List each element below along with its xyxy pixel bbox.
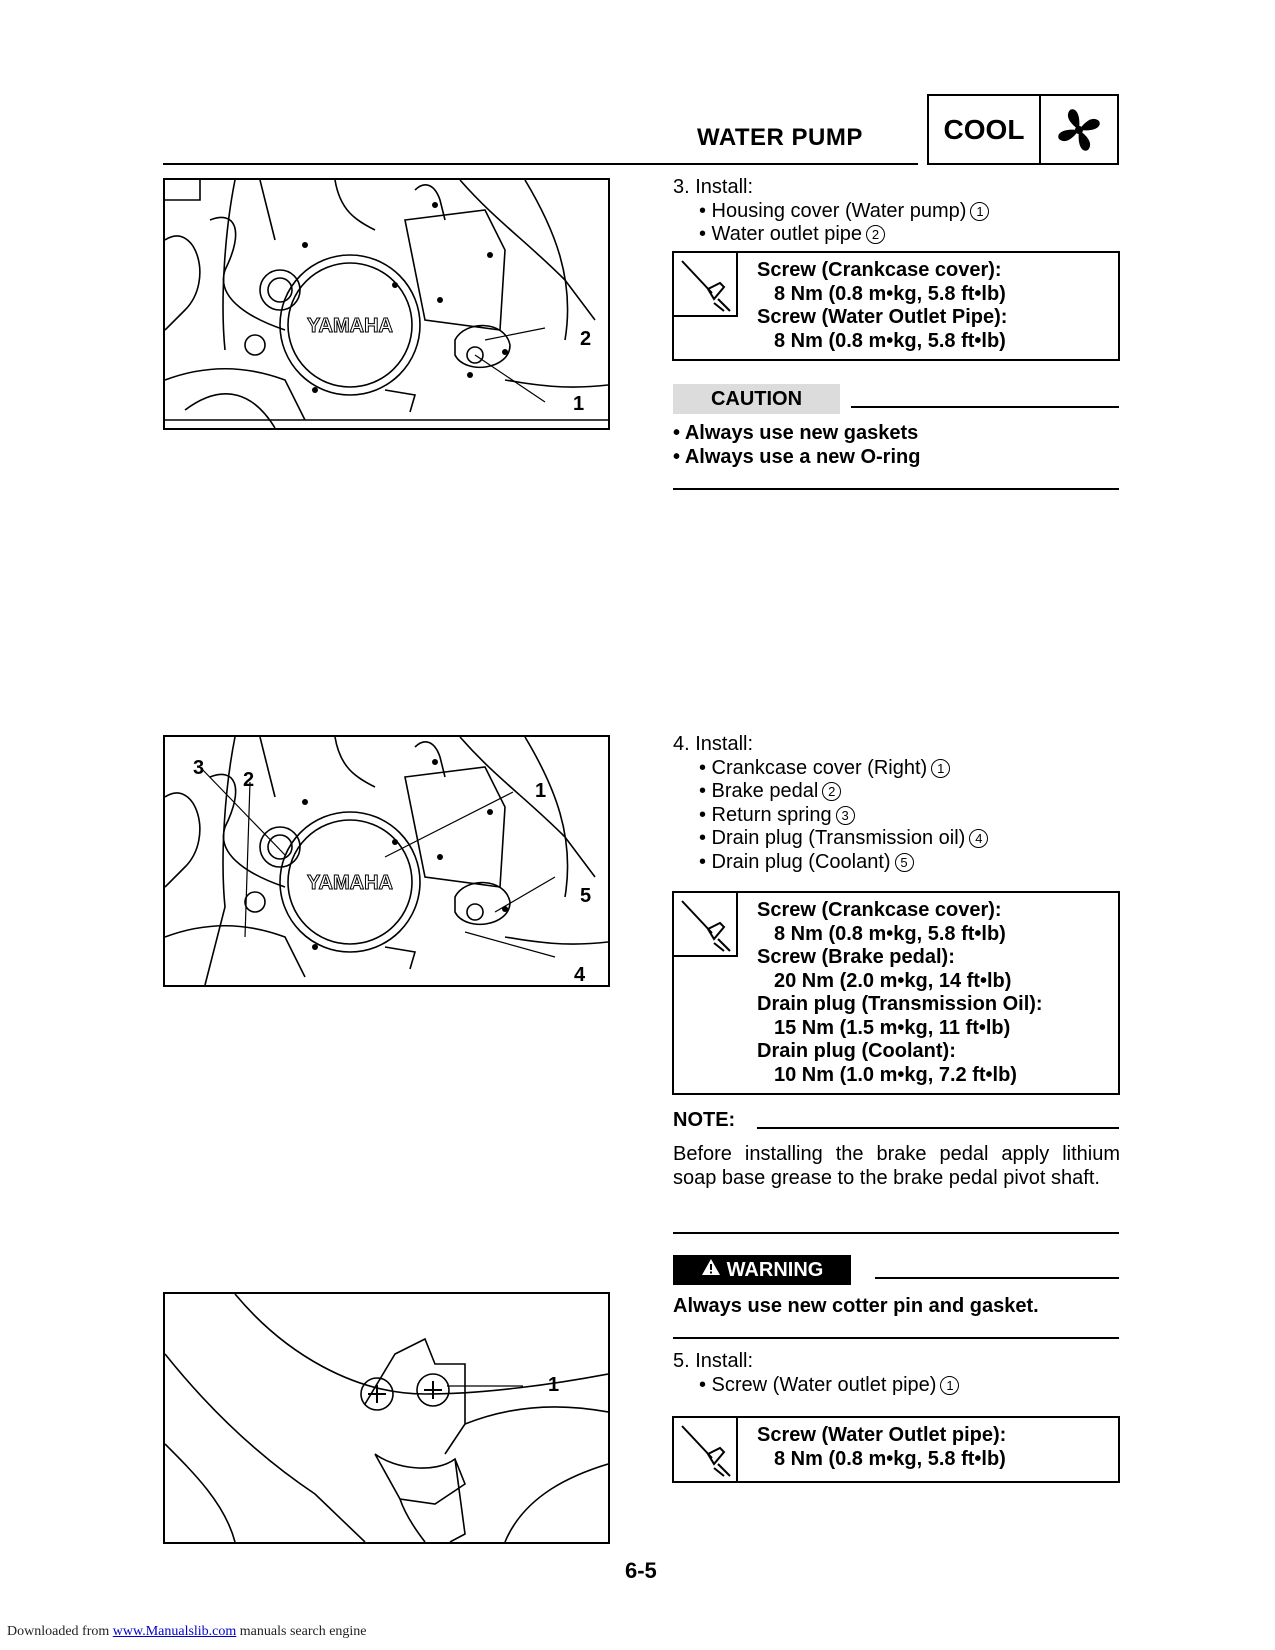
list-item: • Housing cover (Water pump) 1 — [673, 200, 989, 224]
callout-2: 2 — [243, 769, 255, 791]
caution-end-rule — [673, 488, 1119, 490]
step-4-heading: 4. Install: — [673, 733, 754, 755]
torque-values: Screw (Crankcase cover): 8 Nm (0.8 m•kg, 5.8 ft•lb) Screw (Brake pedal): 20 Nm (2.0 m•kg, 14 ft•lb) Drain plug (Transmission Oil): 15 Nm (1.5 m•kg, 11 ft•lb) Drain plug (Coolant): 10 Nm (1.0 m•kg, 7.2 ft•lb) — [757, 899, 1043, 1086]
callout-1: 1 — [535, 780, 547, 802]
step-5-heading: 5. Install: — [673, 1350, 754, 1372]
torque-spec-box — [672, 891, 1120, 1095]
warning-label: WARNING — [673, 1255, 851, 1285]
note-label: NOTE: — [673, 1109, 736, 1131]
list-item: • Always use a new O-ring — [673, 445, 921, 468]
engine-figure-1 — [163, 178, 610, 430]
section-title: WATER PUMP — [697, 124, 863, 151]
list-item: • Water outlet pipe 2 — [673, 223, 989, 247]
yamaha-logo: YAMAHA — [307, 315, 393, 337]
torque-wrench-icon — [674, 253, 738, 317]
warning-end-rule — [673, 1337, 1119, 1339]
list-item: • Brake pedal 2 — [673, 780, 988, 804]
torque-wrench-icon — [674, 893, 738, 957]
step-4 — [673, 733, 988, 874]
yamaha-logo: YAMAHA — [307, 872, 393, 894]
torque-values: Screw (Water Outlet pipe): 8 Nm (0.8 m•kg, 5.8 ft•lb) — [757, 1424, 1007, 1470]
list-item: • Return spring 3 — [673, 804, 988, 828]
caution-rule — [851, 406, 1119, 408]
list-item: • Drain plug (Coolant) 5 — [673, 851, 988, 875]
list-item: • Drain plug (Transmission oil) 4 — [673, 827, 988, 851]
caution-list — [673, 422, 920, 469]
chapter-label: COOL — [929, 96, 1041, 163]
caution-label: CAUTION — [673, 384, 840, 414]
list-item: • Always use new gaskets — [673, 422, 919, 444]
torque-wrench-icon — [674, 1418, 738, 1481]
warning-rule — [875, 1277, 1119, 1279]
warning-triangle-icon — [701, 1258, 721, 1282]
list-item: • Screw (Water outlet pipe) 1 — [673, 1374, 959, 1398]
warning-text: Always use new cotter pin and gasket. — [673, 1295, 1039, 1317]
callout-2: 2 — [580, 328, 592, 350]
engine-figure-2 — [163, 735, 610, 987]
chapter-tab — [927, 94, 1119, 165]
callout-1: 1 — [573, 393, 585, 415]
page-number: 6-5 — [625, 1558, 657, 1583]
note-text: Before installing the brake pedal apply lithium soap base grease to the brake pedal pivot shaft. — [673, 1143, 1120, 1189]
fan-icon — [1041, 96, 1117, 163]
step-3 — [673, 176, 989, 247]
note-end-rule — [673, 1232, 1119, 1234]
callout-5: 5 — [580, 885, 592, 907]
note-rule — [757, 1127, 1119, 1129]
torque-spec-box — [672, 1416, 1120, 1483]
torque-values: Screw (Crankcase cover): 8 Nm (0.8 m•kg, 5.8 ft•lb) Screw (Water Outlet Pipe): 8 Nm (0.8 m•kg, 5.8 ft•lb) — [757, 259, 1008, 352]
callout-4: 4 — [574, 964, 586, 986]
footer: Downloaded from www.Manualslib.com manuals search engine — [7, 1624, 367, 1639]
callout-3: 3 — [193, 757, 205, 779]
step-3-heading: 3. Install: — [673, 176, 754, 198]
header-rule — [163, 163, 918, 165]
manualslib-link[interactable]: www.Manualslib.com — [112, 1624, 237, 1639]
callout-1: 1 — [548, 1374, 560, 1396]
torque-spec-box — [672, 251, 1120, 361]
list-item: • Crankcase cover (Right) 1 — [673, 757, 988, 781]
outlet-pipe-figure — [163, 1292, 610, 1544]
step-5 — [673, 1350, 959, 1397]
